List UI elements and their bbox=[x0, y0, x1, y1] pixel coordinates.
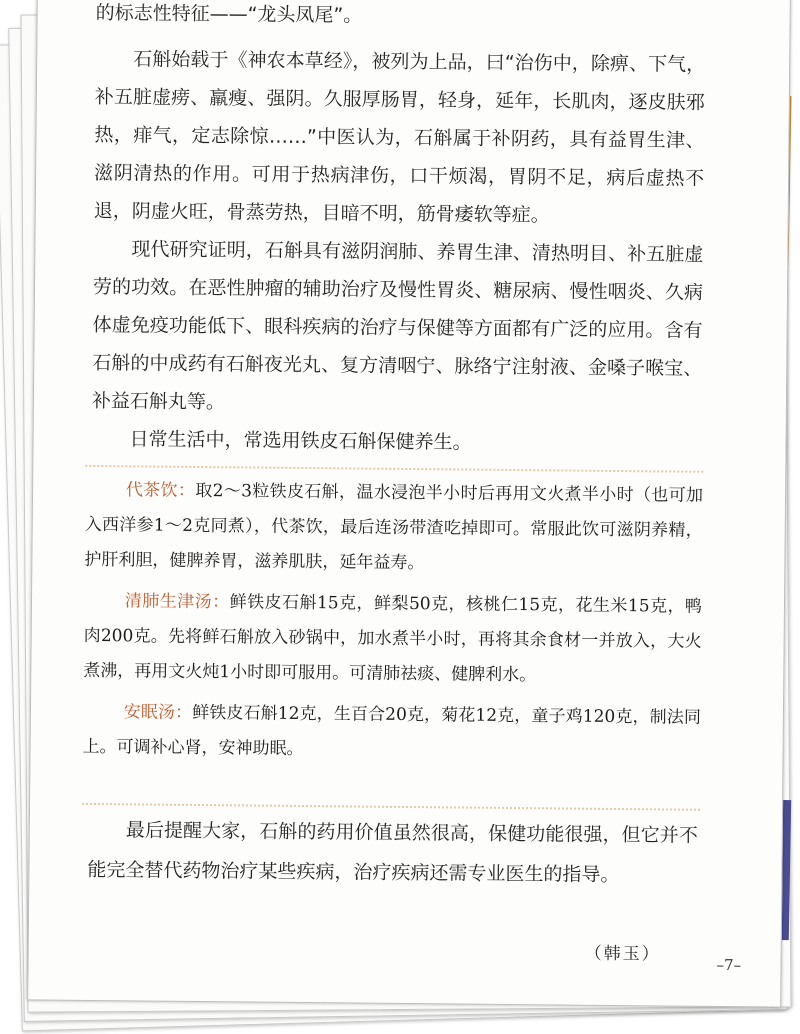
recipe-item bbox=[82, 695, 701, 771]
recipe-item bbox=[83, 584, 702, 695]
recipe-text: 取2～3粒铁皮石斛，温水浸泡半小时后再用文火煮半小时（也可加入西洋参1～2克同煮），代茶饮，最后连汤带渣吃掉即可。常服此饮可滋阴养精，护肝利胆，健脾养胃，滋养肌肤，延年益寿。 bbox=[84, 480, 704, 574]
paragraph: 石斛始载于《神农本草经》，被列为上品，曰“治伤中，除痹、下气，补五脏虚痨、羸瘦、强阴。久服厚肠胃，轻身，延年，长肌肉，逐皮肤邪热，痱气，定志除惊……”中医认为，石斛属于补阴药，具有益胃生津、滋阴清热的作用。可用于热病津伤，口干烦渴，胃阴不足，病后虚热不退，阴虚火旺，骨蒸劳热，目暗不明，筋骨痿软等症。 bbox=[93, 48, 706, 227]
recipe-box bbox=[82, 465, 703, 811]
recipe-text: 鲜铁皮石斛12克，生百合20克，菊花12克，童子鸡120克，制法同上。可调补心肾，安神助眠。 bbox=[82, 702, 702, 759]
recipe-item bbox=[84, 473, 703, 584]
paragraph: 最后提醒大家，石斛的药用价值虽然很高，保健功能很强，但它并不能完全替代药物治疗某些疾病，治疗疾病还需专业医生的指导。 bbox=[87, 819, 698, 887]
closing-paragraph bbox=[87, 810, 698, 896]
recipe-text: 鲜铁皮石斛15克，鲜梨50克，核桃仁15克，花生米15克，鸭肉200克。先将鲜石斛放入砂锅中，加水煮半小时，再将其余食材一并放入，大火煮沸，再用文火炖1小时即可服用。可清肺祛痰、健脾利水。 bbox=[83, 592, 703, 686]
recipe-name: 代茶饮： bbox=[125, 480, 196, 501]
body-text bbox=[91, 40, 705, 464]
paragraph: 现代研究证明，石斛具有滋阴润肺、养胃生津、清热明目、补五脏虚劳的功效。在恶性肿瘤的辅助治疗及慢性胃炎、糖尿病、慢性咽炎、久病体虚免疫功能低下、眼科疾病的治疗与保健等方面都有广泛的应用。含有石斛的中成药有石斛夜光丸、复方清咽宁、脉络宁注射液、金嗓子喉宝、补益石斛丸等。 bbox=[91, 238, 704, 414]
paragraph: 日常生活中，常选用铁皮石斛保健养生。 bbox=[129, 428, 472, 454]
recipe-name: 安眠汤： bbox=[123, 702, 193, 723]
author-signature: （韩玉） bbox=[584, 943, 661, 965]
page-number: –7– bbox=[716, 955, 742, 975]
page-top-line: 的标志性特征——“龙头凤尾”。 bbox=[95, 1, 363, 27]
document-page bbox=[27, 0, 791, 1008]
recipe-name: 清肺生津汤： bbox=[124, 591, 230, 613]
